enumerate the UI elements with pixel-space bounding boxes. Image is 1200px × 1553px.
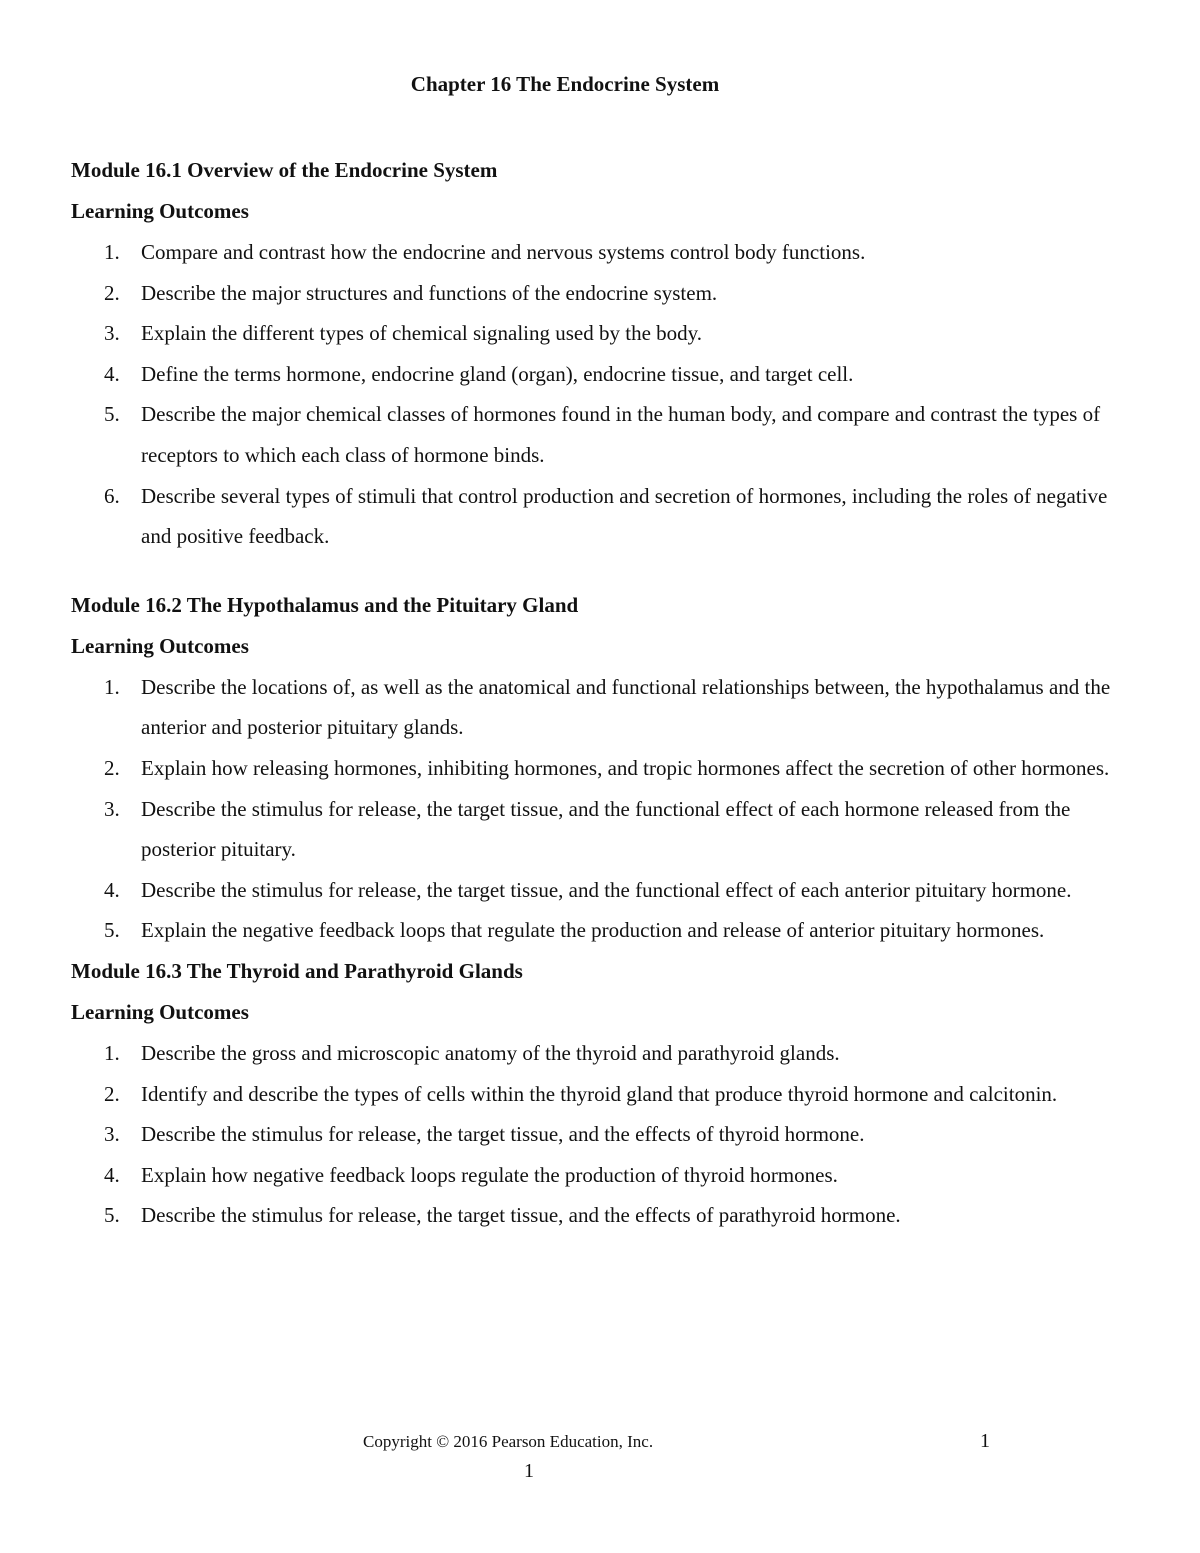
outcome-number: 2.: [104, 280, 120, 305]
outcome-item: [71, 354, 1141, 395]
learning-outcomes-heading: Learning Outcomes: [71, 999, 249, 1024]
outcome-item: [71, 870, 1141, 911]
module-section: [71, 150, 1141, 557]
outcome-text: Explain how releasing hormones, inhibiting hormones, and tropic hormones affect the secretion of other hormones.: [141, 755, 1110, 780]
outcome-text: Explain the different types of chemical signaling used by the body.: [141, 321, 703, 346]
footer-page-number-right: 1: [980, 1430, 990, 1452]
outcome-number: 1.: [104, 1040, 120, 1065]
outcome-text: Describe the stimulus for release, the target tissue, and the functional effect of each anterior pituitary hormone.: [141, 877, 1072, 902]
outcome-number: 1.: [104, 674, 120, 699]
outcome-number: 6.: [104, 483, 120, 508]
outcome-text: Describe the gross and microscopic anatomy of the thyroid and parathyroid glands.: [141, 1040, 840, 1065]
outcome-number: 3.: [104, 321, 120, 346]
outcome-item: [71, 273, 1141, 314]
outcome-text: Describe several types of stimuli that control production and secretion of hormones, including the roles of negative and positive feedback.: [141, 483, 1108, 549]
outcome-list: [71, 667, 1141, 951]
outcome-text: Explain the negative feedback loops that regulate the production and release of anterior pituitary hormones.: [141, 918, 1045, 943]
outcome-item: [71, 1195, 1141, 1236]
footer-copyright: Copyright © 2016 Pearson Education, Inc.: [363, 1432, 654, 1451]
document-body: [71, 150, 1141, 1236]
outcome-text: Define the terms hormone, endocrine gland (organ), endocrine tissue, and target cell.: [141, 361, 854, 386]
outcome-item: [71, 1074, 1141, 1115]
chapter-title: Chapter 16 The Endocrine System: [410, 72, 720, 96]
outcome-item: [71, 394, 1141, 475]
outcome-item: [71, 1114, 1141, 1155]
outcome-number: 2.: [104, 755, 120, 780]
outcome-item: [71, 313, 1141, 354]
outcome-item: [71, 232, 1141, 273]
section-spacer: [71, 557, 1141, 585]
outcome-item: [71, 476, 1141, 557]
outcome-item: [71, 1155, 1141, 1196]
module-section: [71, 951, 1141, 1236]
outcome-number: 5.: [104, 1203, 120, 1228]
outcome-text: Explain how negative feedback loops regulate the production of thyroid hormones.: [141, 1162, 838, 1187]
outcome-text: Describe the stimulus for release, the target tissue, and the functional effect of each hormone released from the posterior pituitary.: [141, 796, 1071, 862]
module-title: Module 16.1 Overview of the Endocrine System: [71, 158, 498, 182]
module-title: Module 16.2 The Hypothalamus and the Pituitary Gland: [71, 592, 579, 617]
outcome-text: Describe the stimulus for release, the target tissue, and the effects of thyroid hormone.: [141, 1122, 865, 1147]
outcome-number: 4.: [104, 877, 120, 902]
outcome-item: [71, 789, 1141, 870]
outcome-number: 4.: [104, 1162, 120, 1187]
outcome-text: Compare and contrast how the endocrine and nervous systems control body functions.: [141, 240, 866, 264]
footer-page-number-center: 1: [524, 1460, 534, 1482]
outcome-item: [71, 748, 1141, 789]
outcome-list: [71, 232, 1141, 557]
learning-outcomes-heading: Learning Outcomes: [71, 633, 249, 658]
outcome-text: Describe the stimulus for release, the target tissue, and the effects of parathyroid hormone.: [141, 1203, 901, 1228]
outcome-list: [71, 1033, 1141, 1236]
outcome-number: 3.: [104, 796, 120, 821]
outcome-text: Identify and describe the types of cells within the thyroid gland that produce thyroid hormone and calcitonin.: [141, 1081, 1058, 1106]
outcome-text: Describe the major chemical classes of hormones found in the human body, and compare and contrast the types of receptors to which each class of hormone binds.: [141, 402, 1101, 467]
outcome-text: Describe the major structures and functions of the endocrine system.: [141, 280, 718, 305]
outcome-item: [71, 1033, 1141, 1074]
outcome-number: 1.: [104, 240, 120, 264]
outcome-number: 4.: [104, 361, 120, 386]
outcome-number: 2.: [104, 1081, 120, 1106]
module-title: Module 16.3 The Thyroid and Parathyroid Glands: [71, 958, 523, 983]
module-section: [71, 585, 1141, 951]
outcome-number: 5.: [104, 918, 120, 943]
outcome-item: [71, 910, 1141, 951]
outcome-number: 5.: [104, 402, 120, 427]
outcome-number: 3.: [104, 1122, 120, 1147]
learning-outcomes-heading: Learning Outcomes: [71, 199, 249, 223]
outcome-text: Describe the locations of, as well as the anatomical and functional relationships between, the hypothalamus and the anterior and posterior pituitary glands.: [141, 674, 1111, 740]
outcome-item: [71, 667, 1141, 748]
